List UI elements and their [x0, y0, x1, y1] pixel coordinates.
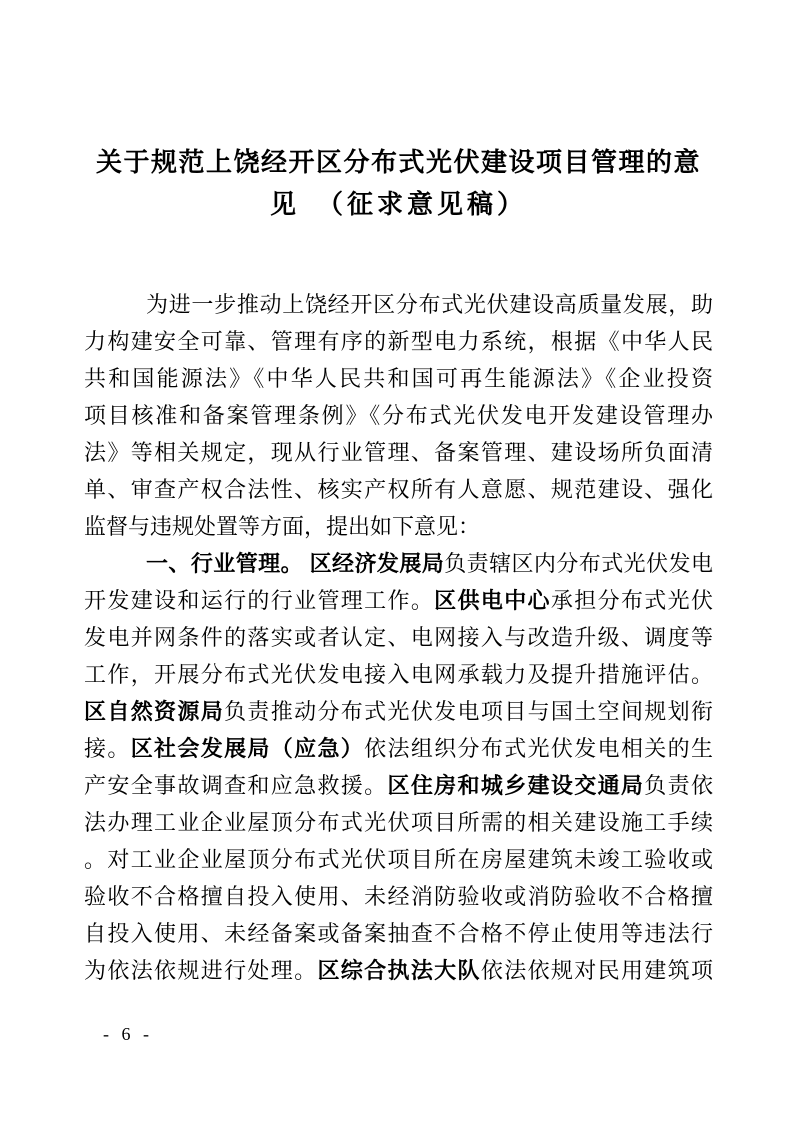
body-text: 开发建设和运行的行业管理工作。 [84, 588, 435, 613]
text-line [84, 582, 713, 619]
emphasis-text: 区住房和城乡建设交通局 [387, 773, 645, 798]
emphasis-text: 区自然资源局 [84, 699, 225, 724]
body-text: 依法组织分布式光伏发电相关的生 [364, 736, 713, 761]
text-line [84, 545, 713, 582]
document-title [84, 142, 713, 226]
body-text: 。对工业企业屋顶分布式光伏项目所在房屋建筑未竣工验收或 [84, 847, 713, 872]
paragraph-intro [84, 286, 713, 545]
text-line [84, 841, 713, 878]
text-line [84, 286, 713, 323]
body-text: 验收不合格擅自投入使用、未经消防验收或消防验收不合格擅 [84, 884, 713, 909]
body-text: 产安全事故调查和应急救援。 [84, 773, 388, 798]
body-text: 负责辖区内分布式光伏发电 [444, 551, 713, 576]
document-title-line-2: 见 （征求意见稿） [269, 190, 527, 219]
text-line [84, 360, 713, 397]
page-number: - 6 - [103, 1024, 153, 1044]
body-text: 为依法依规进行处理。 [84, 958, 318, 983]
text-line [84, 656, 713, 693]
body-text: 工作，开展分布式光伏发电接入电网承载力及提升措施评估。 [84, 662, 713, 687]
text-line [84, 619, 713, 656]
text-line [84, 804, 713, 841]
text-line [84, 693, 713, 730]
text-line [84, 434, 713, 471]
body-text: 承担分布式光伏 [550, 588, 713, 613]
paragraph-section-1-industry-management [84, 545, 713, 989]
emphasis-text: 区供电中心 [434, 588, 551, 613]
text-line [84, 952, 713, 989]
body-text: 项目核准和备案管理条例》《分布式光伏发电开发建设管理办 [84, 403, 713, 428]
document-body [84, 286, 713, 989]
body-text: 法办理工业企业屋顶分布式光伏项目所需的相关建设施工手续 [84, 810, 713, 835]
body-text: 接。 [84, 736, 131, 761]
body-text: 依法依规对民用建筑项 [480, 958, 713, 983]
text-line [84, 323, 713, 360]
text-line [84, 915, 713, 952]
body-text: 负责推动分布式光伏发电项目与国土空间规划衔 [224, 699, 713, 724]
body-text: 共和国能源法》《中华人民共和国可再生能源法》《企业投资 [84, 366, 713, 391]
text-line [84, 397, 713, 434]
body-text: 发电并网条件的落实或者认定、电网接入与改造升级、调度等 [84, 625, 713, 650]
emphasis-text: 区经济发展局 [309, 551, 445, 576]
body-text: 自投入使用、未经备案或备案抽查不合格不停止使用等违法行 [84, 921, 713, 946]
text-line [84, 767, 713, 804]
emphasis-text: 一、行业管理。 [146, 551, 304, 576]
text-line [84, 878, 713, 915]
text-line [84, 471, 713, 508]
body-text: 单、审查产权合法性、核实产权所有人意愿、规范建设、强化 [84, 477, 713, 502]
emphasis-text: 区综合执法大队 [317, 958, 481, 983]
text-line [84, 730, 713, 767]
body-text: 负责依 [644, 773, 713, 798]
body-text: 力构建安全可靠、管理有序的新型电力系统，根据《中华人民 [84, 329, 713, 354]
body-text: 为进一步推动上饶经开区分布式光伏建设高质量发展，助 [146, 292, 713, 317]
body-text: 法》等相关规定，现从行业管理、备案管理、建设场所负面清 [84, 440, 713, 465]
emphasis-text: 区社会发展局（应急） [130, 736, 365, 761]
document-title-line-1: 关于规范上饶经开区分布式光伏建设项目管理的意 [95, 148, 701, 177]
body-text: 监督与违规处置等方面，提出如下意见： [84, 514, 481, 539]
text-line [84, 508, 713, 545]
